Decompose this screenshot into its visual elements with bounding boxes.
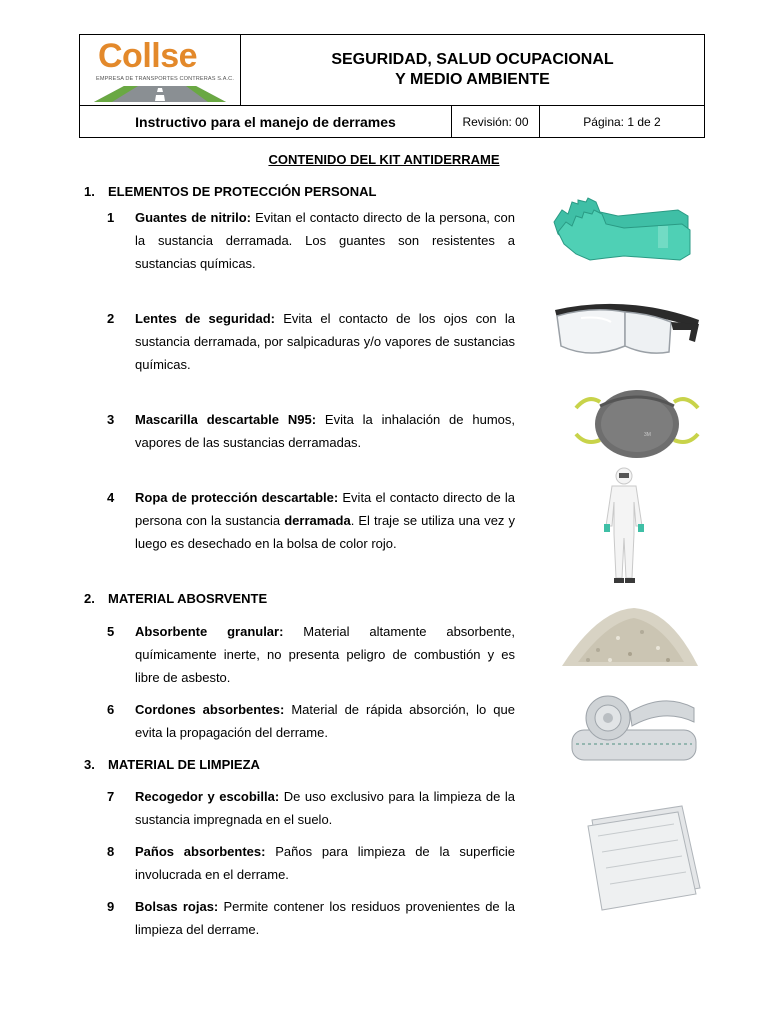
svg-text:3M: 3M bbox=[644, 432, 651, 438]
list-item-4 bbox=[107, 486, 515, 555]
header-title-line2: Y MEDIO AMBIENTE bbox=[395, 71, 550, 88]
item-name: Ropa de protección descartable: bbox=[135, 490, 339, 505]
company-logo bbox=[80, 35, 241, 105]
item-description: Paños para limpieza de la superficie involucrada en el derrame. bbox=[135, 844, 516, 882]
header-bottom-row bbox=[80, 106, 704, 138]
item-number: 4 bbox=[107, 490, 115, 505]
list-item-8 bbox=[107, 840, 515, 886]
item-emphasis: derramada bbox=[284, 513, 351, 528]
item-description-end: . El traje se utiliza una vez y luego es desechado en la bolsa de color rojo. bbox=[135, 513, 515, 551]
item-number: 3 bbox=[107, 412, 115, 427]
section-title: MATERIAL DE LIMPIEZA bbox=[108, 757, 260, 772]
section-heading-2 bbox=[84, 591, 267, 606]
item-number: 8 bbox=[107, 844, 115, 859]
list-item-7 bbox=[107, 785, 515, 831]
item-name: Lentes de seguridad: bbox=[135, 311, 275, 326]
item-number: 2 bbox=[107, 311, 115, 326]
item-name: Paños absorbentes: bbox=[135, 844, 266, 859]
item-description: Evita la inhalación de humos, vapores de las sustancias derramadas. bbox=[135, 412, 515, 450]
list-item-6 bbox=[107, 698, 515, 744]
list-item-5 bbox=[107, 620, 515, 689]
list-item-1 bbox=[107, 206, 515, 275]
section-number: 3. bbox=[84, 757, 95, 772]
section-number: 2. bbox=[84, 591, 95, 606]
section-number: 1. bbox=[84, 184, 95, 199]
list-item-3 bbox=[107, 408, 515, 454]
list-item-2 bbox=[107, 307, 515, 376]
item-number: 5 bbox=[107, 624, 115, 639]
section-heading-3 bbox=[84, 757, 260, 772]
document-name: Instructivo para el manejo de derrames bbox=[80, 106, 452, 138]
item-description: Evita el contacto de los ojos con la sustancia derramada, por salpicaduras y/o vapores de sustancias químicas. bbox=[135, 311, 516, 372]
item-number: 7 bbox=[107, 789, 115, 804]
document-header bbox=[79, 34, 705, 138]
granular-absorbent-image bbox=[558, 602, 702, 674]
item-description: Evitan el contacto directo de la persona, con la sustancia derramada. Los guantes son resistentes a sustancias químicas. bbox=[135, 210, 516, 271]
revision-label: Revisión: 00 bbox=[452, 106, 540, 138]
item-description: Permite contener los residuos provenientes de la limpieza del derrame. bbox=[135, 899, 515, 937]
logo-subtitle: EMPRESA DE TRANSPORTES CONTRERAS S.A.C. bbox=[96, 76, 234, 82]
item-name: Guantes de nitrilo: bbox=[135, 210, 251, 225]
absorbent-pads-image bbox=[582, 800, 706, 912]
section-title: ELEMENTOS DE PROTECCIÓN PERSONAL bbox=[108, 184, 377, 199]
section-heading-1 bbox=[84, 184, 376, 199]
logo-road-graphic bbox=[94, 84, 226, 102]
list-item-9 bbox=[107, 895, 515, 941]
logo-wordmark: Collse bbox=[98, 37, 198, 75]
header-title bbox=[241, 35, 704, 105]
item-description: Material altamente absorbente, químicamente inerte, no presenta peligro de combustión y es libre de asbesto. bbox=[135, 624, 516, 685]
n95-mask-image bbox=[570, 384, 704, 464]
section-title: MATERIAL ABOSRVENTE bbox=[108, 591, 268, 606]
item-number: 6 bbox=[107, 702, 115, 717]
disposable-suit-image bbox=[596, 466, 652, 586]
kit-title: CONTENIDO DEL KIT ANTIDERRAME bbox=[268, 152, 500, 167]
header-title-line1: SEGURIDAD, SALUD OCUPACIONAL bbox=[331, 51, 614, 68]
item-number: 9 bbox=[107, 899, 115, 914]
header-top-row bbox=[80, 35, 704, 106]
item-description: De uso exclusivo para la limpieza de la sustancia impregnada en el suelo. bbox=[135, 789, 515, 827]
item-name: Recogedor y escobilla: bbox=[135, 789, 280, 804]
item-name: Mascarilla descartable N95: bbox=[135, 412, 317, 427]
item-description: Material de rápida absorción, lo que evita la propagación del derrame. bbox=[135, 702, 515, 740]
item-name: Bolsas rojas: bbox=[135, 899, 219, 914]
nitrile-gloves-image bbox=[548, 192, 692, 264]
item-description: Evita el contacto directo de la persona con la sustancia bbox=[135, 490, 515, 528]
item-name: Cordones absorbentes: bbox=[135, 702, 285, 717]
page-number: Página: 1 de 2 bbox=[583, 115, 661, 129]
safety-glasses-image bbox=[551, 290, 703, 362]
item-name: Absorbente granular: bbox=[135, 624, 284, 639]
absorbent-socks-image bbox=[568, 682, 700, 764]
item-number: 1 bbox=[107, 210, 115, 225]
